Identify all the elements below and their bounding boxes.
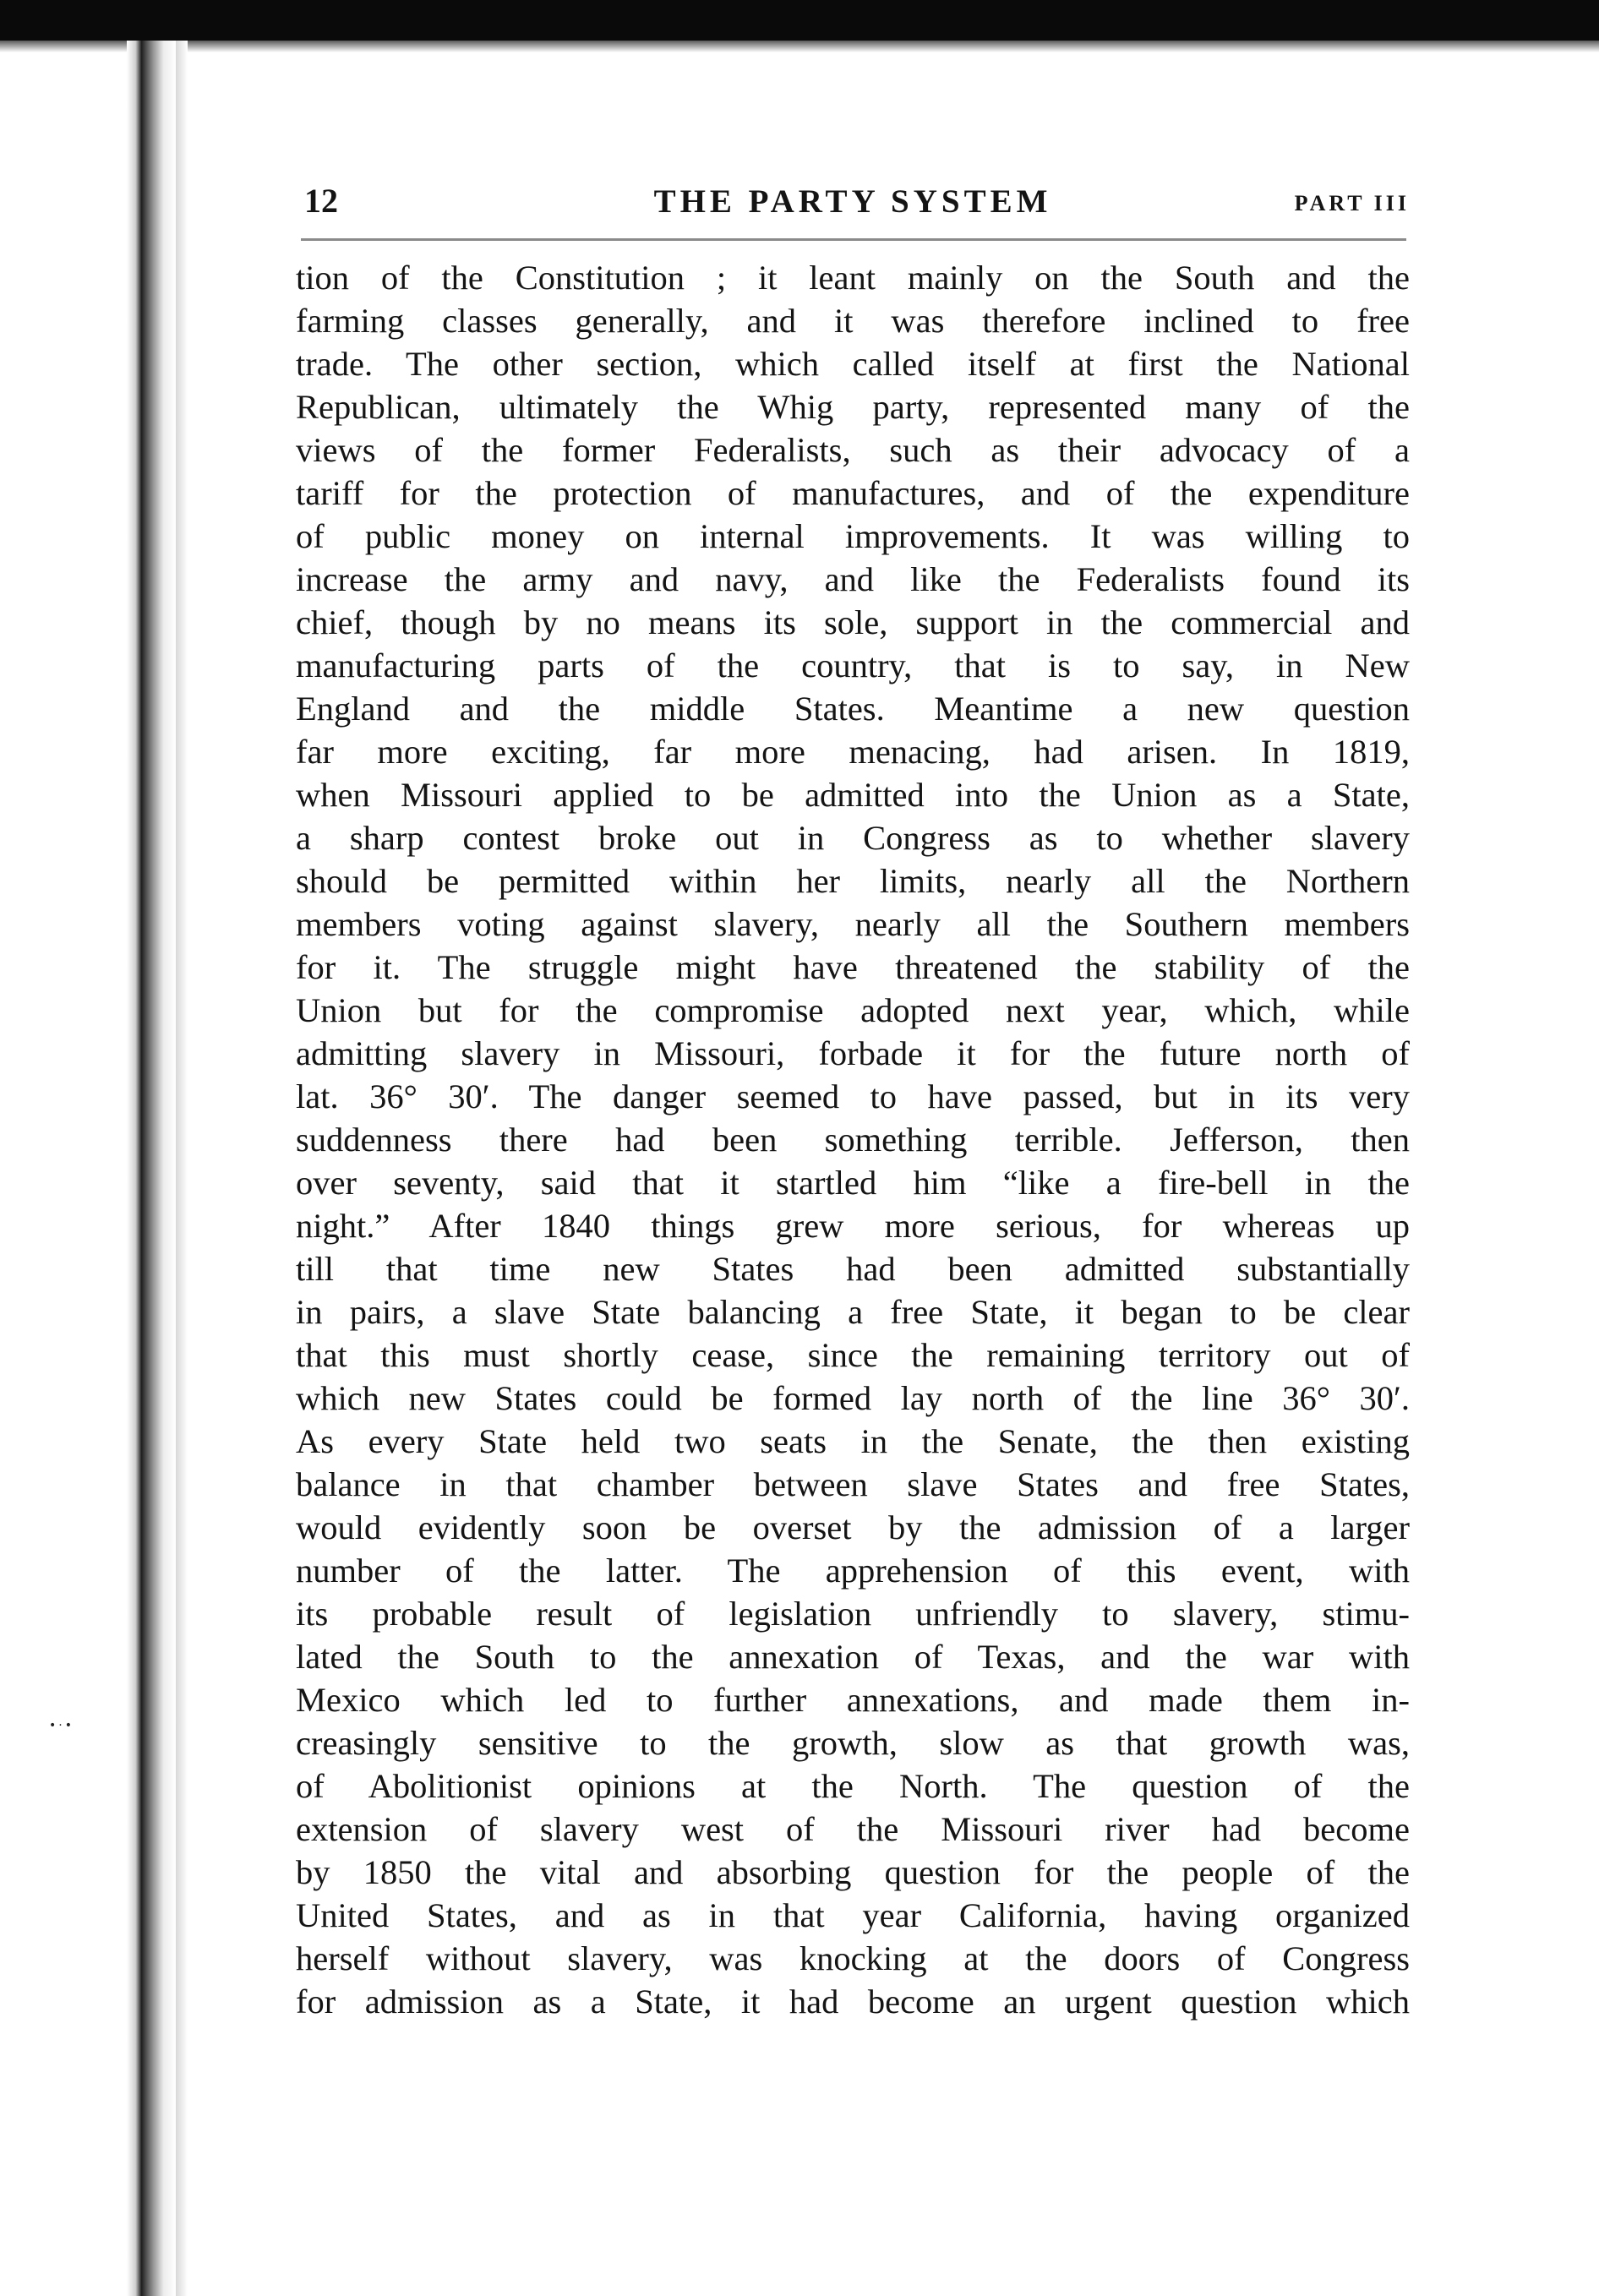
part-label: PART III: [1294, 191, 1410, 215]
text-line: England and the middle States. Meantime a new question: [296, 690, 1410, 728]
text-line: members voting against slavery, nearly all the Southern members: [296, 905, 1410, 943]
scan-speck: •·•: [49, 1719, 74, 1732]
text-line: extension of slavery west of the Missouri river had become: [296, 1810, 1410, 1848]
text-line: admitting slavery in Missouri, forbade it for the future north of: [296, 1034, 1410, 1072]
text-line: creasingly sensitive to the growth, slow as that growth was,: [296, 1724, 1410, 1762]
text-line: far more exciting, far more menacing, had arisen. In 1819,: [296, 733, 1410, 771]
text-line: which new States could be formed lay north of the line 36° 30′.: [296, 1379, 1410, 1417]
text-line: As every State held two seats in the Senate, the then existing: [296, 1422, 1410, 1460]
text-line: lated the South to the annexation of Texas, and the war with: [296, 1638, 1410, 1676]
text-line: number of the latter. The apprehension of this event, with: [296, 1552, 1410, 1590]
text-line: should be permitted within her limits, nearly all the Northern: [296, 862, 1410, 900]
header-rule: [301, 238, 1406, 241]
text-line: trade. The other section, which called itself at first the National: [296, 345, 1410, 383]
text-line: its probable result of legislation unfriendly to slavery, stimu-: [296, 1595, 1410, 1633]
running-head: [296, 177, 1410, 228]
text-line: when Missouri applied to be admitted into the Union as a State,: [296, 776, 1410, 814]
text-line: chief, though by no means its sole, support in the commercial and: [296, 603, 1410, 641]
text-line: Mexico which led to further annexations, and made them in-: [296, 1681, 1410, 1719]
text-line: that this must shortly cease, since the remaining territory out of: [296, 1336, 1410, 1374]
scan-border-shadow: [0, 41, 1599, 52]
text-line: for it. The struggle might have threatened the stability of the: [296, 948, 1410, 986]
text-line: tion of the Constitution ; it leant mainly on the South and the: [296, 259, 1410, 297]
text-line: balance in that chamber between slave States and free States,: [296, 1465, 1410, 1503]
text-line: Republican, ultimately the Whig party, represented many of the: [296, 388, 1410, 426]
text-line: for admission as a State, it had become an urgent question which: [296, 1982, 1410, 2021]
page-number: 12: [304, 182, 338, 220]
text-line: over seventy, said that it startled him “like a fire-bell in the: [296, 1164, 1410, 1202]
text-line: a sharp contest broke out in Congress as to whether slavery: [296, 819, 1410, 857]
book-page: [296, 177, 1410, 2121]
running-title: THE PARTY SYSTEM: [653, 183, 1052, 220]
scan-border-top: [0, 0, 1599, 41]
text-line: tariff for the protection of manufactures, and of the expenditure: [296, 474, 1410, 512]
gutter-shadow: [176, 41, 188, 2296]
text-line: by 1850 the vital and absorbing question for the people of the: [296, 1853, 1410, 1891]
text-line: herself without slavery, was knocking at the doors of Congress: [296, 1939, 1410, 1977]
text-line: till that time new States had been admitted substantially: [296, 1250, 1410, 1288]
text-line: suddenness there had been something terrible. Jefferson, then: [296, 1121, 1410, 1159]
body-text: [296, 256, 1410, 2023]
text-line: increase the army and navy, and like the Federalists found its: [296, 560, 1410, 598]
text-line: night.” After 1840 things grew more serious, for whereas up: [296, 1207, 1410, 1245]
text-line: farming classes generally, and it was therefore inclined to free: [296, 302, 1410, 340]
text-line: would evidently soon be overset by the admission of a larger: [296, 1508, 1410, 1546]
text-line: in pairs, a slave State balancing a free State, it began to be clear: [296, 1293, 1410, 1331]
text-line: manufacturing parts of the country, that is to say, in New: [296, 646, 1410, 684]
text-line: lat. 36° 30′. The danger seemed to have passed, but in its very: [296, 1077, 1410, 1115]
text-line: of Abolitionist opinions at the North. The question of the: [296, 1767, 1410, 1805]
text-line: United States, and as in that year California, having organized: [296, 1896, 1410, 1934]
text-line: of public money on internal improvements. It was willing to: [296, 517, 1410, 555]
book-spine-gutter: [127, 41, 176, 2296]
text-line: views of the former Federalists, such as their advocacy of a: [296, 431, 1410, 469]
text-line: Union but for the compromise adopted next year, which, while: [296, 991, 1410, 1029]
